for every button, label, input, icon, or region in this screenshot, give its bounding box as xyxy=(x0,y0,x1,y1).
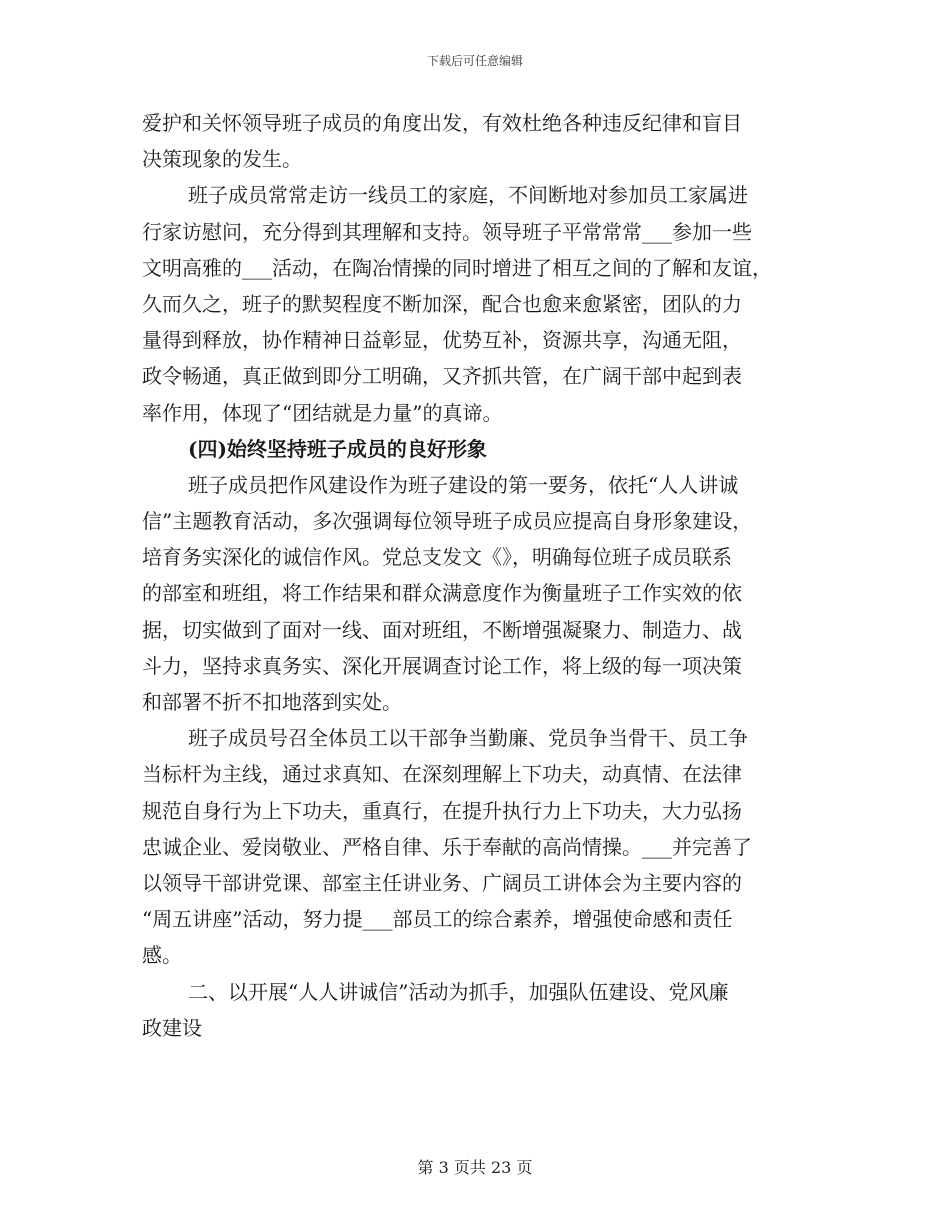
text-line: 率作用，体现了“团结就是力量”的真谛。 xyxy=(142,400,503,425)
text-line: 培育务实深化的诚信作风。党总支发文《》，明确每位班子成员联系 xyxy=(142,545,732,570)
text-line: 久而久之，班子的默契程度不断加深，配合也愈来愈紧密，团队的力 xyxy=(142,291,742,316)
text-line: 据，切实做到了面对一线、面对班组，不断增强凝聚力、制造力、战 xyxy=(142,617,742,642)
paragraph-start-line: 班子成员号召全体员工以干部争当勤廉、党员争当骨干、员工争 xyxy=(188,726,748,751)
text-line: 感。 xyxy=(142,943,182,968)
paragraph-start-line: 班子成员常常走访一线员工的家庭，不间断地对参加员工家属进 xyxy=(188,183,748,208)
text-line: 和部署不折不扣地落到实处。 xyxy=(142,690,402,714)
text-line: 文明高雅的___活动，在陶冶情操的同时增进了相互之间的了解和友谊， xyxy=(142,255,772,280)
text-line: 政令畅通，真正做到即分工明确，又齐抓共管，在广阔干部中起到表 xyxy=(142,364,742,389)
text-line: 政建设 xyxy=(142,1015,202,1040)
text-line: 当标杆为主线，通过求真知、在深刻理解上下功夫，动真情、在法律 xyxy=(142,762,742,787)
text-line: “周五讲座”活动，努力提___部员工的综合素养，增强使命感和责任 xyxy=(142,907,733,932)
text-line: 的部室和班组，将工作结果和群众满意度作为衡量班子工作实效的依 xyxy=(142,581,742,606)
section-heading: (四)始终坚持班子成员的良好形象 xyxy=(188,436,487,461)
body-text xyxy=(142,105,814,1046)
text-line: 决策现象的发生。 xyxy=(142,147,302,172)
text-line: 爱护和关怀领导班子成员的角度出发，有效杜绝各种违反纪律和盲目 xyxy=(142,111,742,135)
text-line: 量得到释放，协作精神日益彰显，优势互补，资源共享，沟通无阻， xyxy=(142,328,742,353)
text-line: 以领导干部讲党课、部室主任讲业务、广阔员工讲体会为主要内容的 xyxy=(142,870,742,895)
text-line: 信”主题教育活动，多次强调每位领导班子成员应提高自身形象建设， xyxy=(142,509,753,534)
paragraph-start-line: 二、以开展“人人讲诚信”活动为抓手，加强队伍建设、党风廉 xyxy=(188,979,729,1004)
page-number: 第 3 页共 23 页 xyxy=(417,1158,533,1177)
header-note: 下载后可任意编辑 xyxy=(426,54,523,68)
text-line: 规范自身行为上下功夫，重真行，在提升执行力上下功夫，大力弘扬 xyxy=(142,798,742,823)
text-line: 行家访慰问，充分得到其理解和支持。领导班子平常常常___参加一些 xyxy=(142,219,752,244)
text-line: 斗力，坚持求真务实、深化开展调查讨论工作，将上级的每一项决策 xyxy=(142,653,742,678)
paragraph-start-line: 班子成员把作风建设作为班子建设的第一要务，依托“人人讲诚 xyxy=(188,472,739,497)
text-line: 忠诚企业、爱岗敬业、严格自律、乐于奉献的高尚情操。___并完善了 xyxy=(142,834,752,859)
